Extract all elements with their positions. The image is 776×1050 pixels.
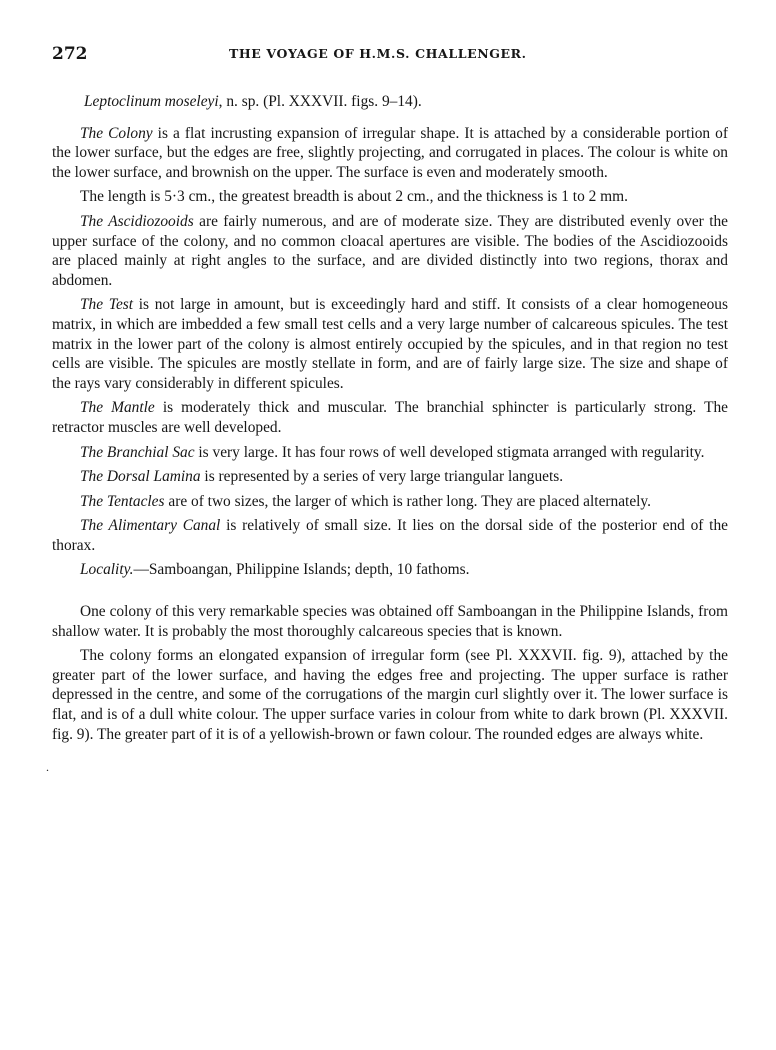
paragraph-text: is not large in amount, but is exceedingly hard and stiff. It consists of a clear homogeneous matrix, in which are imbedded a few small test cells and a very large number of calcareous spicules. The test matrix in the lower part of the colony is almost entirely occupied by the spicules, and in that region no test cells are visible. The spicules are mostly stellate in form, and are of fairly large size. The size and shape of the rays vary considerably in different spicules. bbox=[52, 296, 728, 392]
paragraph-lead: The Branchial Sac bbox=[80, 443, 195, 461]
paragraph-text: are fairly numerous, and are of moderate size. They are distributed evenly over the upper surface of the colony, and no common cloacal apertures are visible. The bodies of the Ascidiozooids are placed mainly at right angles to the surface, and are divided distinctly into two regions, thorax and abdomen. bbox=[52, 212, 728, 289]
paragraph-text: —Samboangan, Philippine Islands; depth, 10 fathoms. bbox=[133, 561, 470, 579]
page-number: 272 bbox=[52, 44, 88, 64]
species-designation: , n. sp. (Pl. XXXVII. figs. 9–14). bbox=[218, 93, 422, 110]
description-paragraph bbox=[52, 295, 728, 393]
paragraph-lead: The Alimentary Canal bbox=[80, 517, 221, 535]
paragraph-text: is very large. It has four rows of well developed stigmata arranged with regularity. bbox=[194, 443, 705, 461]
paragraph-lead: Locality. bbox=[80, 561, 134, 579]
remarks-paragraph: One colony of this very remarkable species was obtained off Samboangan in the Philippine Islands, from shallow water. It is probably the most thoroughly calcareous species that is known. bbox=[52, 603, 728, 640]
description-paragraph bbox=[52, 398, 728, 437]
paragraph-text: The length is 5·3 cm., the greatest breadth is about 2 cm., and the thickness is 1 to 2 mm. bbox=[80, 188, 628, 206]
description-paragraph bbox=[52, 516, 728, 555]
description-paragraph bbox=[52, 467, 728, 487]
paragraph-lead: The Mantle bbox=[80, 399, 155, 417]
margin-dot: . bbox=[46, 760, 49, 774]
description-paragraph bbox=[52, 212, 728, 290]
description-paragraph bbox=[52, 443, 728, 463]
paragraph-lead: The Test bbox=[80, 296, 134, 314]
paragraph-text: is moderately thick and muscular. The branchial sphincter is particularly strong. The retractor muscles are well developed. bbox=[52, 399, 729, 436]
paragraph-lead: The Colony bbox=[80, 124, 153, 142]
running-title: THE VOYAGE OF H.M.S. CHALLENGER. bbox=[229, 46, 527, 61]
species-name: Leptoclinum moseleyi bbox=[84, 93, 219, 110]
remarks-section bbox=[52, 602, 728, 744]
species-heading bbox=[84, 92, 728, 112]
description-paragraph bbox=[52, 187, 728, 207]
paragraph-text: are of two sizes, the larger of which is rather long. They are placed alternately. bbox=[164, 492, 651, 510]
paragraph-lead: The Tentacles bbox=[80, 492, 165, 510]
paragraph-text: is relatively of small size. It lies on the dorsal side of the posterior end of the thorax. bbox=[52, 517, 728, 554]
remarks-paragraph: The colony forms an elongated expansion of irregular form (see Pl. XXXVII. fig. 9), attached by the greater part of the lower surface, and having the edges free and projecting. The upper surface is rather depressed in the centre, and some of the corrugations of the margin curl slightly over it. The lower surface is flat, and is of a dull white colour. The upper surface varies in colour from white to dark brown (Pl. XXXVII. fig. 9). The greater part of it is of a yellowish-brown or fawn colour. The rounded edges are always white. bbox=[52, 647, 728, 743]
paragraph-lead: The Ascidiozooids bbox=[80, 212, 194, 230]
paragraph-text: is represented by a series of very large triangular languets. bbox=[200, 468, 564, 486]
species-description bbox=[52, 124, 728, 580]
page-header bbox=[52, 44, 726, 66]
locality-paragraph bbox=[52, 560, 728, 580]
paragraph-lead: The Dorsal Lamina bbox=[80, 468, 201, 486]
description-paragraph bbox=[52, 492, 728, 512]
paragraph-text: is a flat incrusting expansion of irregular shape. It is attached by a considerable portion of the lower surface, but the edges are free, slightly projecting, and corrugated in places. The colour is white on the lower surface, and brownish on the upper. The surface is even and moderately smooth. bbox=[52, 124, 728, 181]
description-paragraph bbox=[52, 124, 728, 183]
page-body bbox=[46, 92, 729, 774]
